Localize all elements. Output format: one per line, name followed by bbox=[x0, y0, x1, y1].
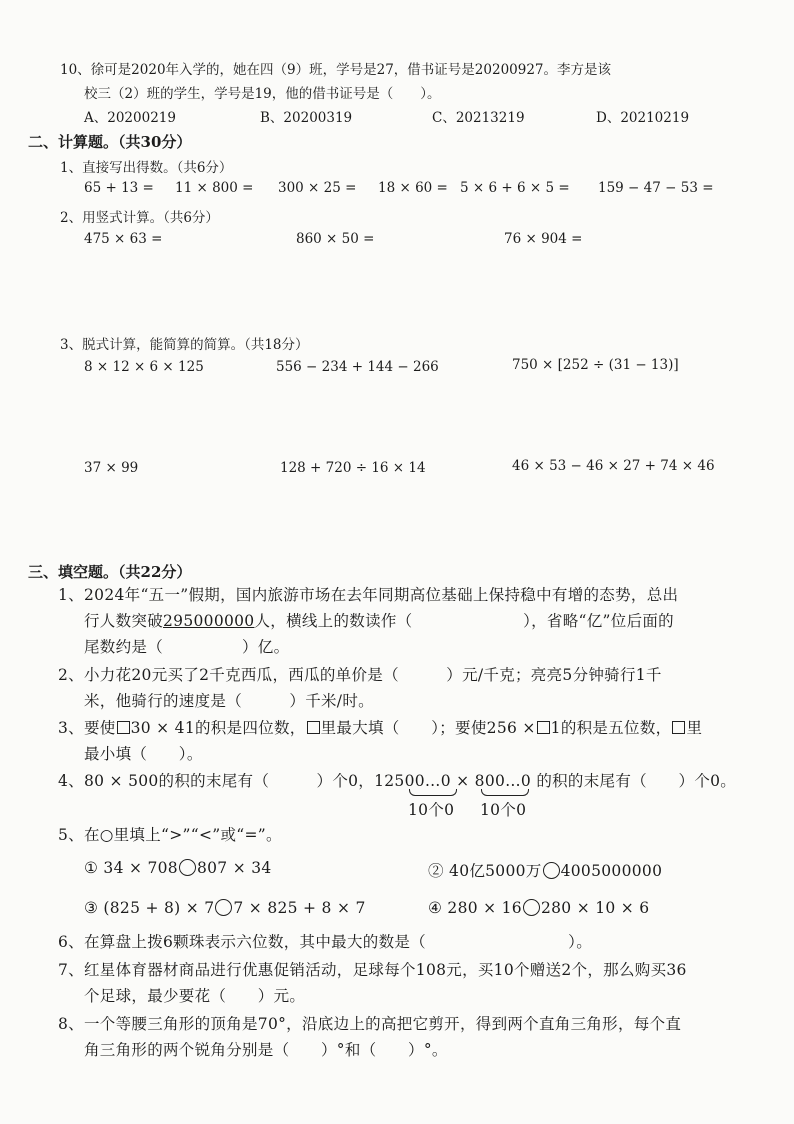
q1-number: 1、 bbox=[58, 586, 84, 604]
q2-number: 2、 bbox=[58, 666, 84, 684]
brace-2 bbox=[481, 789, 529, 796]
q10-line2: 校三（2）班的学生，学号是19，他的借书证号是（ ）。 bbox=[84, 86, 441, 102]
q10-option-a: A、20200219 bbox=[84, 110, 176, 126]
q8-line1: 一个等腰三角形的顶角是70°，沿底边上的高把它剪开，得到两个直角三角形，每个直 bbox=[84, 1015, 682, 1033]
q7-line1: 红星体育器材商品进行优惠促销活动，足球每个108元，买10个赠送2个，那么购买36 bbox=[84, 961, 687, 979]
q7-line2: 个足球，最少要花（ ）元。 bbox=[84, 987, 306, 1005]
section2-title: 二、计算题。（共30分） bbox=[28, 133, 192, 151]
q10-option-b: B、20200319 bbox=[260, 110, 353, 126]
vertical-calc-3: 76 × 904 = bbox=[504, 231, 583, 247]
q8-line2: 角三角形的两个锐角分别是（ ）°和（ ）°。 bbox=[84, 1041, 448, 1059]
q5-compare-3: ③ (825 + 8) × 7 7 × 825 + 8 × 7 bbox=[84, 899, 366, 917]
q5-compare-2: ② 40亿5000万 4005000000 bbox=[428, 862, 663, 880]
brace-1 bbox=[409, 789, 457, 796]
q10-option-d: D、20210219 bbox=[596, 110, 690, 126]
direct-calc-5: 5 × 6 + 6 × 5 = bbox=[460, 180, 570, 196]
q5-compare-4: ④ 280 × 16 280 × 10 × 6 bbox=[428, 899, 650, 917]
compare-circle-icon bbox=[523, 899, 540, 916]
direct-calc-6: 159 − 47 − 53 = bbox=[598, 180, 714, 196]
stepwise-calc-2: 556 − 234 + 144 − 266 bbox=[276, 359, 439, 375]
direct-calc-2: 11 × 800 = bbox=[175, 180, 254, 196]
q7-number: 7、 bbox=[58, 961, 84, 979]
stepwise-calc-5: 128 + 720 ÷ 16 × 14 bbox=[280, 460, 426, 476]
part2-title: 2、用竖式计算。（共6分） bbox=[60, 210, 219, 226]
direct-calc-1: 65 + 13 = bbox=[84, 180, 154, 196]
q10-line1: 10、徐可是2020年入学的，她在四（9）班，学号是27，借书证号是20200927。李方是该 bbox=[60, 62, 612, 78]
q4-subscript-1: 10个0 bbox=[408, 801, 455, 819]
direct-calc-3: 300 × 25 = bbox=[278, 180, 357, 196]
q3-line1: 要使 30 × 41的积是四位数， 里最大填（ ）；要使256 × 1的积是五位数， 里 bbox=[84, 719, 703, 737]
q2-line1: 小力花20元买了2千克西瓜，西瓜的单价是（ ）元/千克；亮亮5分钟骑行1千 bbox=[84, 666, 662, 684]
q4-zeros-1: 00…0 bbox=[404, 772, 451, 790]
compare-circle-icon bbox=[215, 899, 232, 916]
q4-zeros-2: 00…0 bbox=[484, 772, 532, 790]
stepwise-calc-3: 750 × [252 ÷ (31 − 13)] bbox=[512, 357, 679, 373]
q3-number: 3、 bbox=[58, 719, 84, 737]
compare-circle-icon bbox=[179, 859, 196, 876]
q6-text: 在算盘上拨6颗珠表示六位数，其中最大的数是（ ）。 bbox=[84, 933, 593, 951]
stepwise-calc-4: 37 × 99 bbox=[84, 460, 139, 476]
q1-line3: 尾数约是（ ）亿。 bbox=[84, 638, 290, 656]
q1-line1: 2024年“五一”假期，国内旅游市场在去年同期高位基础上保持稳中有增的态势，总出 bbox=[84, 586, 679, 604]
q4-subscript-2: 10个0 bbox=[480, 801, 527, 819]
q5-number: 5、 bbox=[58, 826, 84, 844]
q3-line2: 最小填（ ）。 bbox=[84, 745, 203, 763]
q2-line2: 米，他骑行的速度是（ ）千米/时。 bbox=[84, 692, 374, 710]
blank-box-icon bbox=[307, 721, 320, 734]
direct-calc-4: 18 × 60 = bbox=[378, 180, 448, 196]
vertical-calc-2: 860 × 50 = bbox=[296, 231, 375, 247]
q5-title: 在○里填上“>”“<”或“=”。 bbox=[84, 826, 282, 844]
part1-title: 1、直接写出得数。（共6分） bbox=[60, 160, 233, 176]
stepwise-calc-1: 8 × 12 × 6 × 125 bbox=[84, 359, 204, 375]
section3-title: 三、填空题。（共22分） bbox=[28, 563, 192, 581]
compare-circle-icon bbox=[543, 862, 560, 879]
q10-option-c: C、20213219 bbox=[432, 110, 525, 126]
q5-compare-1: ① 34 × 708 807 × 34 bbox=[84, 859, 272, 877]
blank-box-icon bbox=[117, 721, 130, 734]
blank-box-icon bbox=[672, 721, 685, 734]
q4-number: 4、 bbox=[58, 772, 84, 790]
part3-title: 3、脱式计算，能简算的简算。（共18分） bbox=[60, 337, 309, 353]
stepwise-calc-6: 46 × 53 − 46 × 27 + 74 × 46 bbox=[512, 458, 715, 474]
q6-number: 6、 bbox=[58, 933, 84, 951]
vertical-calc-1: 475 × 63 = bbox=[84, 231, 163, 247]
blank-box-icon bbox=[537, 721, 550, 734]
q1-line2: 行人数突破295000000人，横线上的数读作（ ），省略“亿”位后面的 bbox=[84, 612, 674, 630]
q4-line1: 80 × 500的积的末尾有（ ）个0，12500…0 × 800…0 的积的末尾有（ ）个0。 bbox=[84, 772, 737, 790]
q1-underlined-number: 295000000 bbox=[163, 612, 255, 630]
q8-number: 8、 bbox=[58, 1015, 84, 1033]
